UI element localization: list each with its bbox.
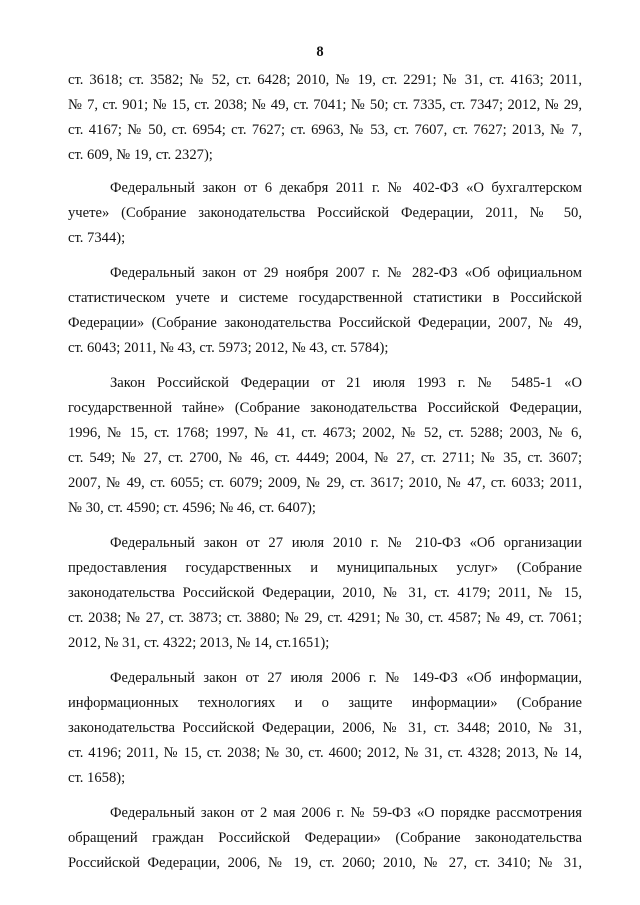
text-line: ст. 549; № 27, ст. 2700, № 46, ст. 4449; 2004, № 27, ст. 2711; № 35, ст. 3607; [68, 450, 582, 466]
text-line: ст. 1658); [68, 770, 126, 786]
paragraph [68, 371, 582, 521]
text-line: Закон Российской Федерации от 21 июля 1993 г. № 5485-1 «О [110, 375, 582, 391]
text-line: № 7, ст. 901; № 15, ст. 2038; № 49, ст. 7041; № 50; ст. 7335, ст. 7347; 2012, № 29, [68, 97, 582, 113]
text-line: государственной тайне» (Собрание законодательства Российской Федерации, [68, 400, 582, 416]
text-line: ст. 3618; ст. 3582; № 52, ст. 6428; 2010, № 19, ст. 2291; № 31, ст. 4163; 2011, [68, 72, 582, 88]
paragraph [68, 261, 582, 361]
text-line: 2007, № 49, ст. 6055; ст. 6079; 2009, № 29, ст. 3617; 2010, № 47, ст. 6033; 2011, [68, 475, 582, 491]
paragraph [68, 666, 582, 791]
text-line: ст. 7344); [68, 230, 126, 246]
text-line: Федеральный закон от 29 ноября 2007 г. № 282-ФЗ «Об официальном [110, 265, 582, 281]
text-line: ст. 609, № 19, ст. 2327); [68, 147, 213, 163]
paragraph [68, 176, 582, 251]
text-line: законодательства Российской Федерации, 2006, № 31, ст. 3448; 2010, № 31, [68, 720, 582, 736]
document-body [68, 68, 582, 886]
text-line: Федеральный закон от 27 июля 2010 г. № 210-ФЗ «Об организации [110, 535, 582, 551]
paragraph [68, 531, 582, 656]
text-line: 1996, № 15, ст. 1768; 1997, № 41, ст. 4673; 2002, № 52, ст. 5288; 2003, № 6, [68, 425, 582, 441]
page-number: 8 [316, 44, 324, 60]
text-line: Федерации» (Собрание законодательства Российской Федерации, 2007, № 49, [68, 315, 582, 331]
text-line: № 30, ст. 4590; ст. 4596; № 46, ст. 6407); [68, 500, 316, 516]
text-line: предоставления государственных и муниципальных услуг» (Собрание [68, 560, 582, 576]
text-line: ст. 2038; № 27, ст. 3873; ст. 3880; № 29, ст. 4291; № 30, ст. 4587; № 49, ст. 7061; [68, 610, 582, 626]
text-line: учете» (Собрание законодательства Российской Федерации, 2011, № 50, [68, 205, 582, 221]
text-line: статистическом учете и системе государственной статистики в Российской [68, 290, 582, 306]
text-line: ст. 4196; 2011, № 15, ст. 2038; № 30, ст. 4600; 2012, № 31, ст. 4328; 2013, № 14, [68, 745, 582, 761]
text-line: 2012, № 31, ст. 4322; 2013, № 14, ст.1651); [68, 635, 330, 651]
text-line: ст. 6043; 2011, № 43, ст. 5973; 2012, № 43, ст. 5784); [68, 340, 389, 356]
text-line: Федеральный закон от 27 июля 2006 г. № 149-ФЗ «Об информации, [110, 670, 582, 686]
text-line: Федеральный закон от 2 мая 2006 г. № 59-ФЗ «О порядке рассмотрения [110, 805, 582, 821]
text-line: Федеральный закон от 6 декабря 2011 г. № 402-ФЗ «О бухгалтерском [110, 180, 582, 196]
text-line: информационных технологиях и о защите информации» (Собрание [68, 695, 582, 711]
text-line: обращений граждан Российской Федерации» (Собрание законодательства [68, 830, 582, 846]
text-line: Российской Федерации, 2006, № 19, ст. 2060; 2010, № 27, ст. 3410; № 31, [68, 855, 582, 871]
paragraph [68, 68, 582, 168]
text-line: законодательства Российской Федерации, 2010, № 31, ст. 4179; 2011, № 15, [68, 585, 582, 601]
text-line: ст. 4167; № 50, ст. 6954; ст. 7627; ст. 6963, № 53, ст. 7607, ст. 7627; 2013, № 7, [68, 122, 582, 138]
paragraph [68, 801, 582, 876]
